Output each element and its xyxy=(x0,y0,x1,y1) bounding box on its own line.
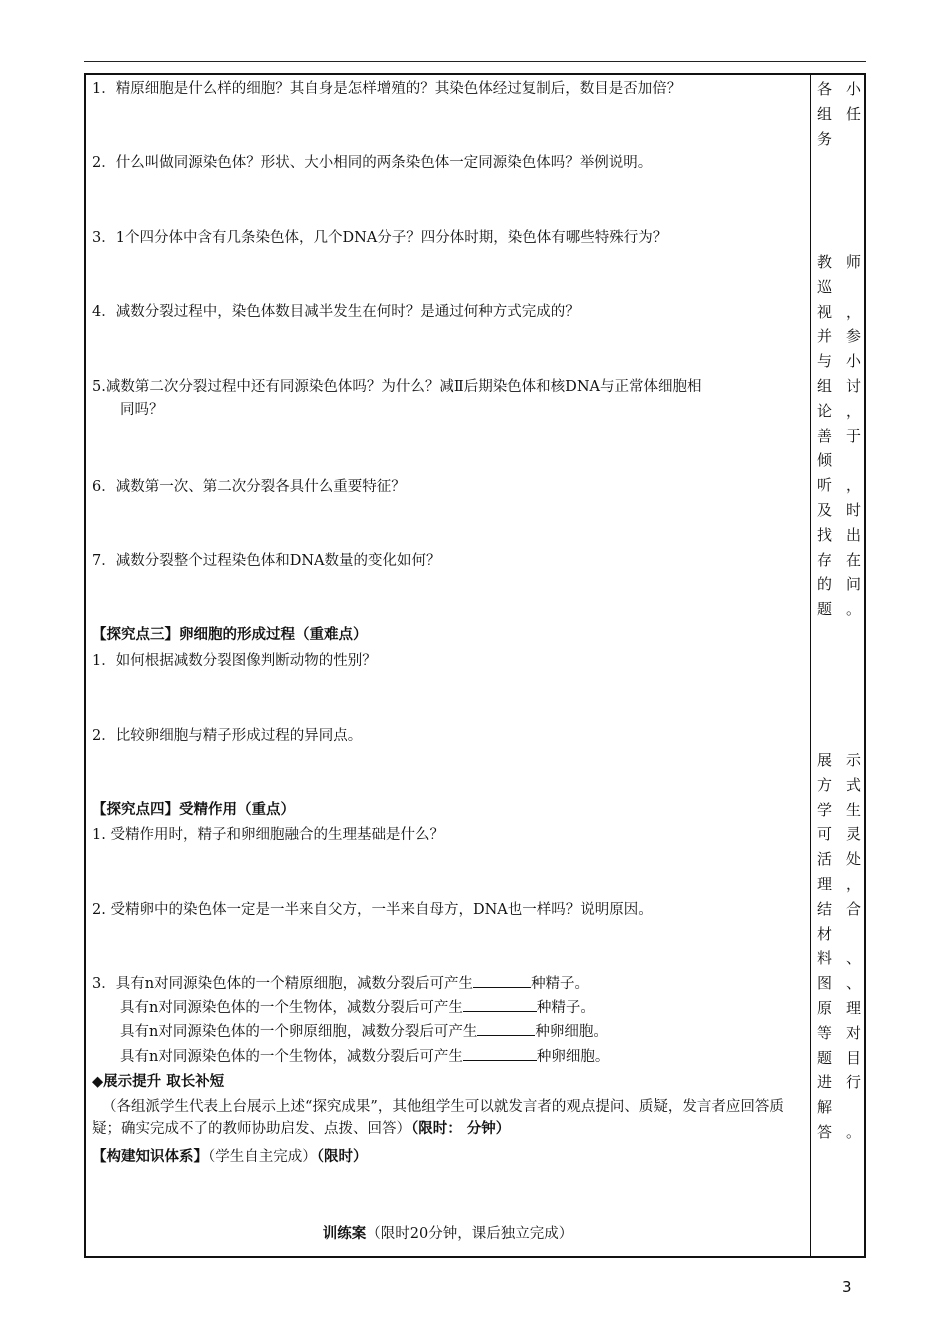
question-a6: 6．减数第一次、第二次分裂各具什么重要特征？ xyxy=(92,479,406,495)
section4-q2: 2. 受精卵中的染色体一定是一半来自父方，一半来自母方，DNA也一样吗？说明原因。 xyxy=(92,902,653,918)
side-note-group-tasks: 各小组任务 xyxy=(817,80,861,148)
answer-blank[interactable] xyxy=(477,1021,535,1036)
question-a4: 4．减数分裂过程中，染色体数目减半发生在何时？是通过何种方式完成的？ xyxy=(92,304,580,320)
display-heading: ◆展示提升 取长补短 xyxy=(92,1073,225,1090)
question-a2: 2．什么叫做同源染色体？形状、大小相同的两条染色体一定同源染色体吗？举例说明。 xyxy=(92,155,653,171)
section4-q3-line1: 3．具有n对同源染色体的一个精原细胞，减数分裂后可产生 种精子。 xyxy=(92,973,589,995)
knowledge-line: 【构建知识体系】（学生自主完成）（限时） xyxy=(92,1148,368,1165)
answer-blank[interactable] xyxy=(463,997,537,1012)
side-note-display: 展示方式学生可灵活处理，结合材料、图、原理等对题目进行解答。 xyxy=(817,751,861,1141)
section4-q1: 1. 受精作用时，精子和卵细胞融合的生理基础是什么？ xyxy=(92,827,444,843)
section4-q3-line2: 具有n对同源染色体的一个生物体，减数分裂后可产生 种精子。 xyxy=(120,997,595,1019)
header-rule xyxy=(84,61,866,62)
section3-q2: 2．比较卵细胞与精子形成过程的异同点。 xyxy=(92,728,363,744)
answer-blank[interactable] xyxy=(463,1046,537,1061)
question-a1: 1．精原细胞是什么样的细胞？其自身是怎样增殖的？其染色体经过复制后，数目是否加倍？ xyxy=(92,81,682,97)
column-divider xyxy=(810,73,811,1258)
page-number: 3 xyxy=(842,1278,852,1296)
section4-q3-line3: 具有n对同源染色体的一个卵原细胞，减数分裂后可产生 种卵细胞。 xyxy=(120,1021,608,1043)
answer-blank[interactable] xyxy=(473,973,531,988)
question-a3: 3．1个四分体中含有几条染色体，几个DNA分子？四分体时期，染色体有哪些特殊行为？ xyxy=(92,230,668,246)
section3-heading: 【探究点三】卵细胞的形成过程（重难点） xyxy=(92,626,368,643)
training-title: 训练案（限时20分钟，课后独立完成） xyxy=(322,1225,574,1242)
section3-q1: 1．如何根据减数分裂图像判断动物的性别？ xyxy=(92,653,377,669)
question-a5-cont: 同吗？ xyxy=(120,402,164,418)
display-text: （各组派学生代表上台展示上述“探究成果”，其他组学生可以就发言者的观点提问、质疑，发言者应回答质疑；确实完成不了的教师协助启发、点拨、回答）（限时： 分钟） xyxy=(92,1099,784,1137)
side-note-teacher: 教师巡视，并参与小组讨论，善于倾听，及时找出存在的问题。 xyxy=(817,253,861,619)
section4-heading: 【探究点四】受精作用（重点） xyxy=(92,801,295,818)
question-a5: 5.减数第二次分裂过程中还有同源染色体吗？为什么？减Ⅱ后期染色体和核DNA与正常体细胞相 xyxy=(92,379,702,395)
question-a7: 7．减数分裂整个过程染色体和DNA数量的变化如何？ xyxy=(92,553,441,569)
section4-q3-line4: 具有n对同源染色体的一个生物体，减数分裂后可产生 种卵细胞。 xyxy=(120,1046,609,1068)
